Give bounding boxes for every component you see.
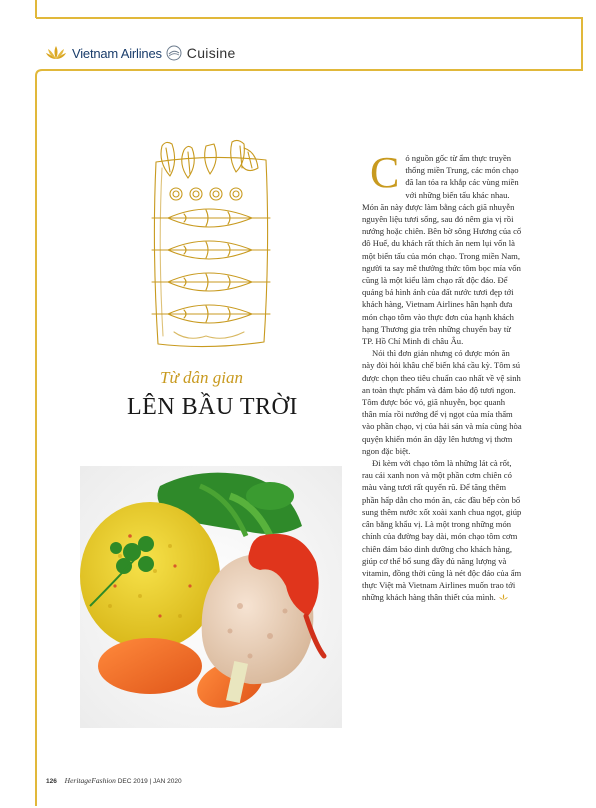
skyteam-seal-icon: [166, 45, 182, 61]
article-title: LÊN BẦU TRỜI: [127, 394, 298, 420]
paragraph-3: [362, 457, 522, 603]
section-label: Cuisine: [186, 45, 236, 61]
article-body: [362, 148, 522, 604]
article-subtitle: Từ dân gian: [160, 368, 243, 387]
paragraph-1-text: ó nguồn gốc từ ẩm thực truyền thống miền Trung, các món chạo đã lan tỏa ra khắp các vùng miền với những biến tấu khác nhau. Món ăn này được làm bằng cách giã nhuyễn nguyên liệu tươi sống, sau đó nêm gia vị rồi nướng hoặc chiên. Bên bờ sông Hương của cố đô Huế, du khách rất thích ăn nem lụi vốn là một biến tấu của món chạo. Trong miền Nam, người ta say mê thưởng thức tôm bọc mía vốn cũng là một kiểu làm chạo rất độc đáo. Để quảng bá hình ảnh của đất nước tươi đẹp tới khách hàng, Vietnam Airlines hân hạnh đưa món chạo tôm vào thực đơn của hạnh khách hạng Thương gia trên những chuyến bay từ TP. Hồ Chí Minh đi châu Âu.: [362, 153, 522, 347]
dropcap: C: [370, 148, 400, 197]
issue-date: DEC 2019 | JAN 2020: [117, 778, 182, 785]
food-illustration: [148, 138, 274, 354]
paragraph-3-text: Đi kèm với chạo tôm là những lát cà rốt, rau cải xanh non và một phần cơm chiên có màu vàng tươi rất quyến rũ. Để tăng thêm phần hấp dẫn cho món ăn, các đầu bếp còn bổ sung thêm nước xốt xoài xanh chua ngọt, giúp cân bằng khẩu vị. Là một trong những món chính của đường bay dài, món chạo tôm cơm chiên đảm bảo dinh dưỡng cho khách hàng, giúp cơ thể bổ sung đầy đủ năng lượng và vitamin, đồng thời cũng là nét độc đáo của ẩm thực Việt mà Vietnam Airlines muốn trao tới những khách hàng thân thiết của mình.: [362, 458, 522, 603]
page-footer: [46, 776, 182, 785]
lotus-icon: [44, 44, 68, 62]
dish-photo: [80, 466, 342, 728]
brand-name: Vietnam Airlines: [72, 45, 162, 61]
paragraph-2: Nói thì đơn giản nhưng có được món ăn này đòi hỏi khâu chế biến khá cầu kỳ. Tôm sú được chọn theo tiêu chuẩn cao nhất về vệ sinh an toàn thực phẩm và đảm bảo độ tươi ngon. Tôm được bóc vỏ, giã nhuyễn, bọc quanh thân mía rồi nướng để vị ngọt của mía thấm vào phần chạo, vị của hải sản và mía cùng hòa quyện khiến món ăn dậy lên hương vị thơm ngon đặc biệt.: [362, 348, 522, 456]
page-number: 126: [46, 778, 57, 785]
paragraph-1: [362, 148, 522, 347]
magazine-name: HeritageFashion: [64, 776, 116, 785]
brand-logo: [44, 44, 236, 62]
lotus-end-mark-icon: [498, 593, 509, 601]
